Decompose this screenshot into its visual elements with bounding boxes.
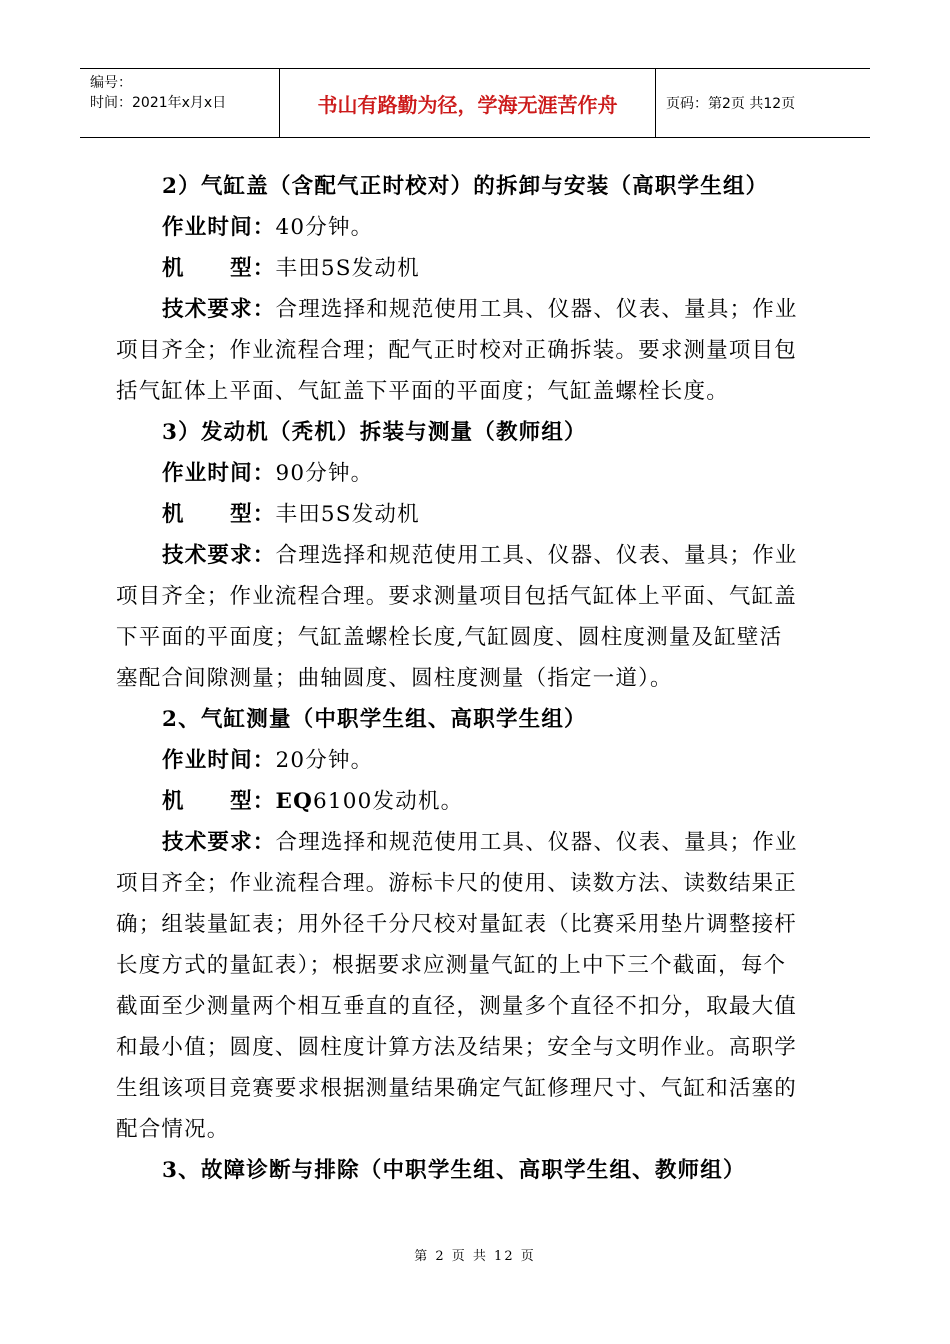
- body-line: [116, 699, 836, 740]
- body-line: [116, 863, 836, 904]
- line-text: 确；组装量缸表；用外径千分尺校对量缸表（比赛采用垫片调整接杆: [116, 912, 798, 937]
- bold-label: 技术要求：: [162, 297, 276, 322]
- line-text: 截面至少测量两个相互垂直的直径，测量多个直径不扣分，取最大值: [116, 994, 798, 1019]
- line-text: 项目齐全；作业流程合理。游标卡尺的使用、读数方法、读数结果正: [116, 871, 798, 896]
- line-text: 括气缸体上平面、气缸盖下平面的平面度；气缸盖螺栓长度。: [116, 379, 729, 404]
- header-page-info: 页码：第2页 共12页: [666, 96, 796, 112]
- line-text: 丰田5S发动机: [275, 502, 420, 527]
- line-text: 6100发动机。: [313, 789, 464, 814]
- line-text: 配合情况。: [116, 1117, 230, 1142]
- line-text: 长度方式的量缸表）；根据要求应测量气缸的上中下三个截面，每个: [116, 953, 787, 978]
- time-label: 时间：2021年x月x日: [90, 95, 227, 111]
- header-motto: 书山有路勤为径，学海无涯苦作舟: [280, 69, 656, 137]
- line-text: 和最小值；圆度、圆柱度计算方法及结果；安全与文明作业。高职学: [116, 1035, 798, 1060]
- number-label: 编号：: [90, 75, 132, 91]
- body-line: [116, 658, 836, 699]
- body-line: [116, 617, 836, 658]
- body-line: [116, 822, 836, 863]
- line-text: 合理选择和规范使用工具、仪器、仪表、量具；作业: [275, 297, 798, 322]
- body-line: [116, 740, 836, 781]
- body-line: [116, 904, 836, 945]
- body-line: [116, 207, 836, 248]
- bold-label: 机 型：: [162, 256, 276, 281]
- line-text: 40分钟。: [275, 215, 374, 240]
- page-header: [80, 68, 870, 138]
- line-text: 项目齐全；作业流程合理；配气正时校对正确拆装。要求测量项目包: [116, 338, 798, 363]
- line-text: 丰田5S发动机: [275, 256, 420, 281]
- bold-label: 技术要求：: [162, 543, 276, 568]
- body-line: [116, 166, 836, 207]
- bold-label: 2）气缸盖（含配气正时校对）的拆卸与安装（高职学生组）: [162, 174, 769, 199]
- line-text: 90分钟。: [275, 461, 374, 486]
- body-line: [116, 781, 836, 822]
- line-text: 合理选择和规范使用工具、仪器、仪表、量具；作业: [275, 543, 798, 568]
- bold-label: 2、气缸测量（中职学生组、高职学生组）: [162, 707, 587, 732]
- line-text: 塞配合间隙测量；曲轴圆度、圆柱度测量（指定一道）。: [116, 666, 673, 691]
- bold-label: 作业时间：: [162, 748, 276, 773]
- line-text: 项目齐全；作业流程合理。要求测量项目包括气缸体上平面、气缸盖: [116, 584, 798, 609]
- body-line: [116, 535, 836, 576]
- bold-label: 3、故障诊断与排除（中职学生组、高职学生组、教师组）: [162, 1158, 746, 1183]
- document-body: [116, 166, 836, 1191]
- body-line: [116, 412, 836, 453]
- bold-label: 机 型：: [162, 502, 276, 527]
- bold-label: 技术要求：: [162, 830, 276, 855]
- bold-label: 作业时间：: [162, 215, 276, 240]
- body-line: [116, 289, 836, 330]
- bold-label: 作业时间：: [162, 461, 276, 486]
- header-meta: [80, 69, 280, 137]
- body-line: [116, 1027, 836, 1068]
- page-footer: 第 2 页 共 12 页: [414, 1249, 536, 1264]
- body-line: [116, 576, 836, 617]
- line-text: 下平面的平面度；气缸盖螺栓长度,气缸圆度、圆柱度测量及缸壁活: [116, 625, 783, 650]
- body-line: [116, 330, 836, 371]
- body-line: [116, 1068, 836, 1109]
- body-line: [116, 371, 836, 412]
- body-line: [116, 986, 836, 1027]
- bold-label: 机 型：EQ: [162, 789, 314, 814]
- bold-label: 3）发动机（秃机）拆装与测量（教师组）: [162, 420, 587, 445]
- body-line: [116, 494, 836, 535]
- line-text: 20分钟。: [275, 748, 374, 773]
- body-line: [116, 945, 836, 986]
- body-line: [116, 1150, 836, 1191]
- body-line: [116, 1109, 836, 1150]
- line-text: 合理选择和规范使用工具、仪器、仪表、量具；作业: [275, 830, 798, 855]
- body-line: [116, 248, 836, 289]
- body-line: [116, 453, 836, 494]
- line-text: 生组该项目竞赛要求根据测量结果确定气缸修理尺寸、气缸和活塞的: [116, 1076, 798, 1101]
